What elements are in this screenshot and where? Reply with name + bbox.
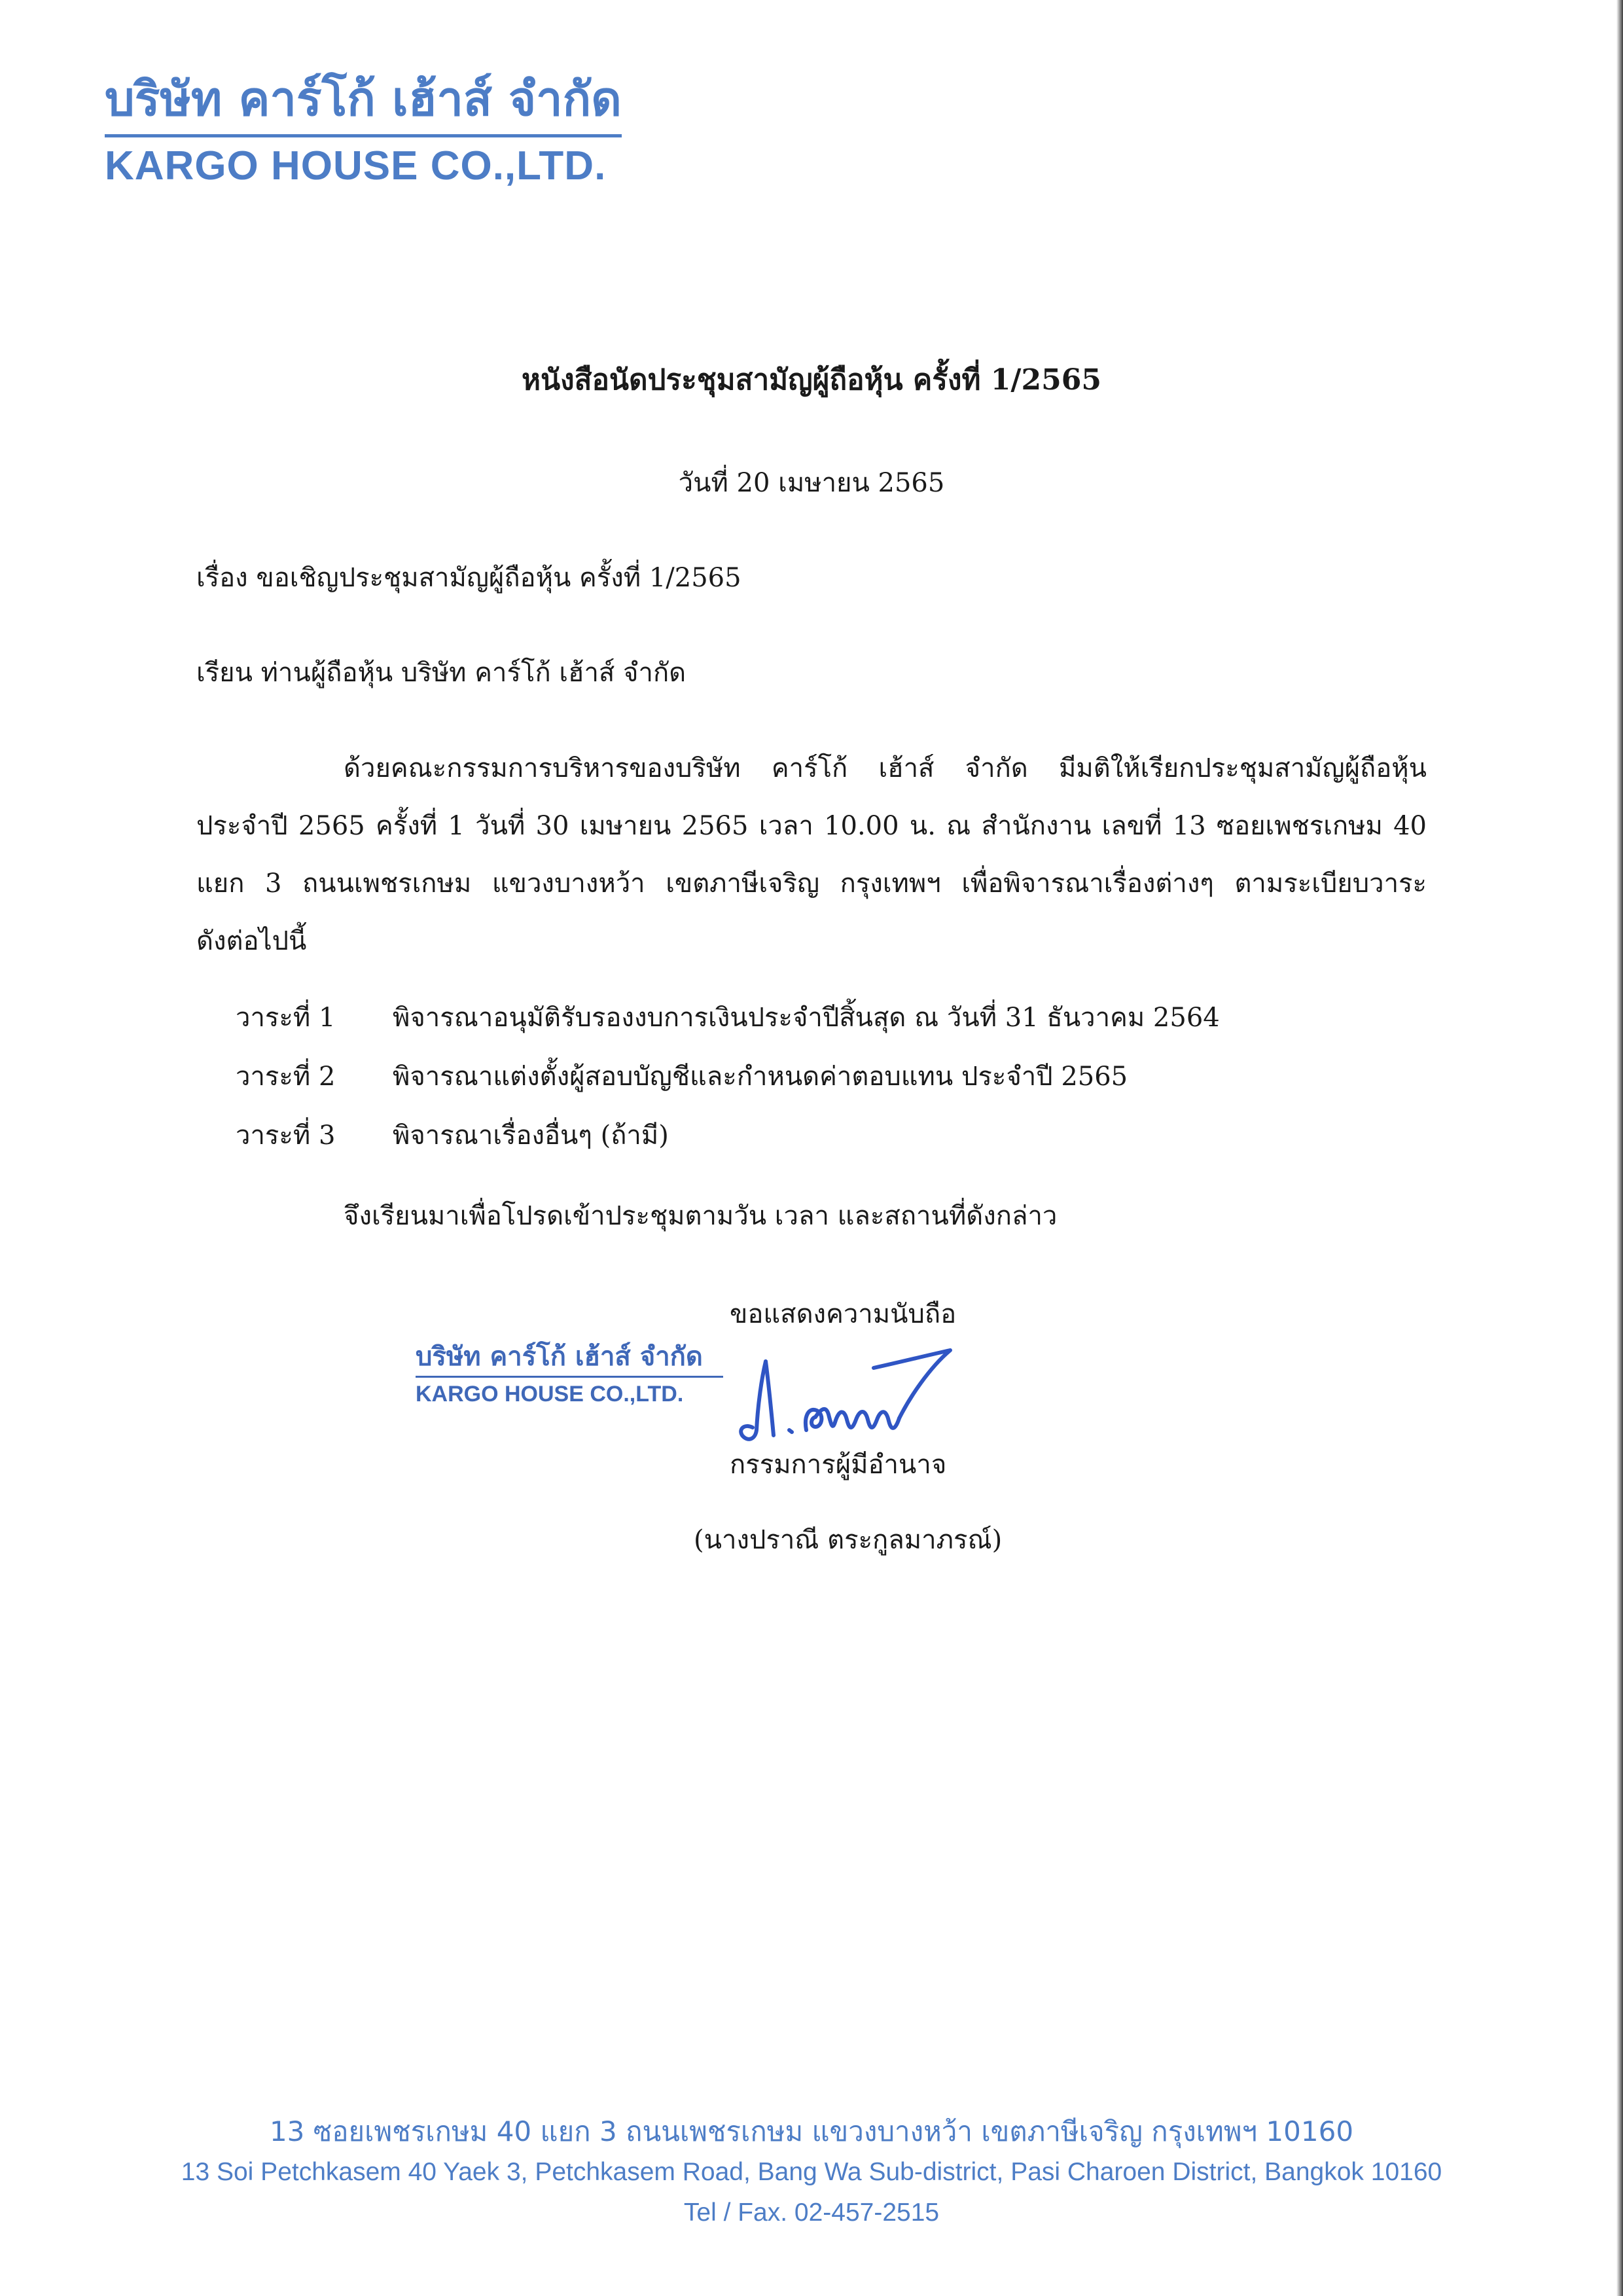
agenda-item <box>236 1047 1220 1106</box>
stamp-company-name-thai: บริษัท คาร์โก้ เฮ้าส์ จำกัด <box>416 1342 703 1372</box>
recipient-line: เรียน ท่านผู้ถือหุ้น บริษัท คาร์โก้ เฮ้าส์ จำกัด <box>196 658 687 688</box>
stamp-company-name-english: KARGO HOUSE CO.,LTD. <box>416 1382 684 1407</box>
document-date: วันที่ 20 เมษายน 2565 <box>678 468 945 498</box>
signer-name: (นางปราณี ตระกูลมาภรณ์) <box>694 1525 1003 1555</box>
agenda-text: พิจารณาเรื่องอื่นๆ (ถ้ามี) <box>393 1121 669 1151</box>
body-line: ด้วยคณะกรรมการบริหารของบริษัท คาร์โก้ เฮ้าส์ จำกัด มีมติให้เรียกประชุมสามัญผู้ถือหุ้น <box>344 753 1427 783</box>
regards-line: ขอแสดงความนับถือ <box>730 1299 957 1329</box>
agenda-text: พิจารณาแต่งตั้งผู้สอบบัญชีและกำหนดค่าตอบแทน ประจำปี 2565 <box>393 1062 1128 1092</box>
handwritten-signature <box>733 1332 955 1446</box>
letterhead-company-name-english: KARGO HOUSE CO.,LTD. <box>105 143 607 188</box>
footer-address-english: 13 Soi Petchkasem 40 Yaek 3, Petchkasem Road, Bang Wa Sub-district, Pasi Charoen District, Bangkok 10160 <box>181 2158 1442 2186</box>
body-line: ดังต่อไปนี้ <box>196 926 307 956</box>
body-line: ประจำปี 2565 ครั้งที่ 1 วันที่ 30 เมษายน 2565 เวลา 10.00 น. ณ สำนักงาน เลขที่ 13 ซอยเพชรเกษม 40 <box>196 811 1427 841</box>
footer-phone-fax: Tel / Fax. 02-457-2515 <box>683 2198 940 2227</box>
agenda-list <box>236 988 1220 1165</box>
subject-line: เรื่อง ขอเชิญประชุมสามัญผู้ถือหุ้น ครั้งที่ 1/2565 <box>196 563 741 593</box>
closing-sentence: จึงเรียนมาเพื่อโปรดเข้าประชุมตามวัน เวลา และสถานที่ดังกล่าว <box>344 1201 1058 1231</box>
signer-title: กรรมการผู้มีอำนาจ <box>730 1450 947 1480</box>
body-line: แยก 3 ถนนเพชรเกษม แขวงบางหว้า เขตภาษีเจริญ กรุงเทพฯ เพื่อพิจารณาเรื่องต่างๆ ตามระเบียบวาระ <box>196 869 1427 899</box>
company-stamp <box>416 1342 730 1407</box>
body-paragraph <box>196 740 1427 970</box>
agenda-text: พิจารณาอนุมัติรับรองงบการเงินประจำปีสิ้นสุด ณ วันที่ 31 ธันวาคม 2564 <box>393 1003 1220 1033</box>
agenda-number: วาระที่ 3 <box>236 1121 336 1151</box>
letterhead-divider <box>105 134 622 137</box>
letterhead <box>105 72 622 188</box>
scan-edge-shadow <box>1616 0 1623 2296</box>
stamp-divider <box>416 1376 723 1378</box>
agenda-item <box>236 988 1220 1047</box>
agenda-item <box>236 1106 1220 1165</box>
footer-contact <box>0 2111 1623 2234</box>
document-title: หนังสือนัดประชุมสามัญผู้ถือหุ้น ครั้งที่ 1/2565 <box>522 363 1101 397</box>
agenda-number: วาระที่ 1 <box>236 1003 336 1033</box>
letterhead-company-name-thai: บริษัท คาร์โก้ เฮ้าส์ จำกัด <box>105 71 622 126</box>
footer-address-thai: 13 ซอยเพชรเกษม 40 แยก 3 ถนนเพชรเกษม แขวงบางหว้า เขตภาษีเจริญ กรุงเทพฯ 10160 <box>269 2115 1354 2147</box>
agenda-number: วาระที่ 2 <box>236 1062 336 1092</box>
